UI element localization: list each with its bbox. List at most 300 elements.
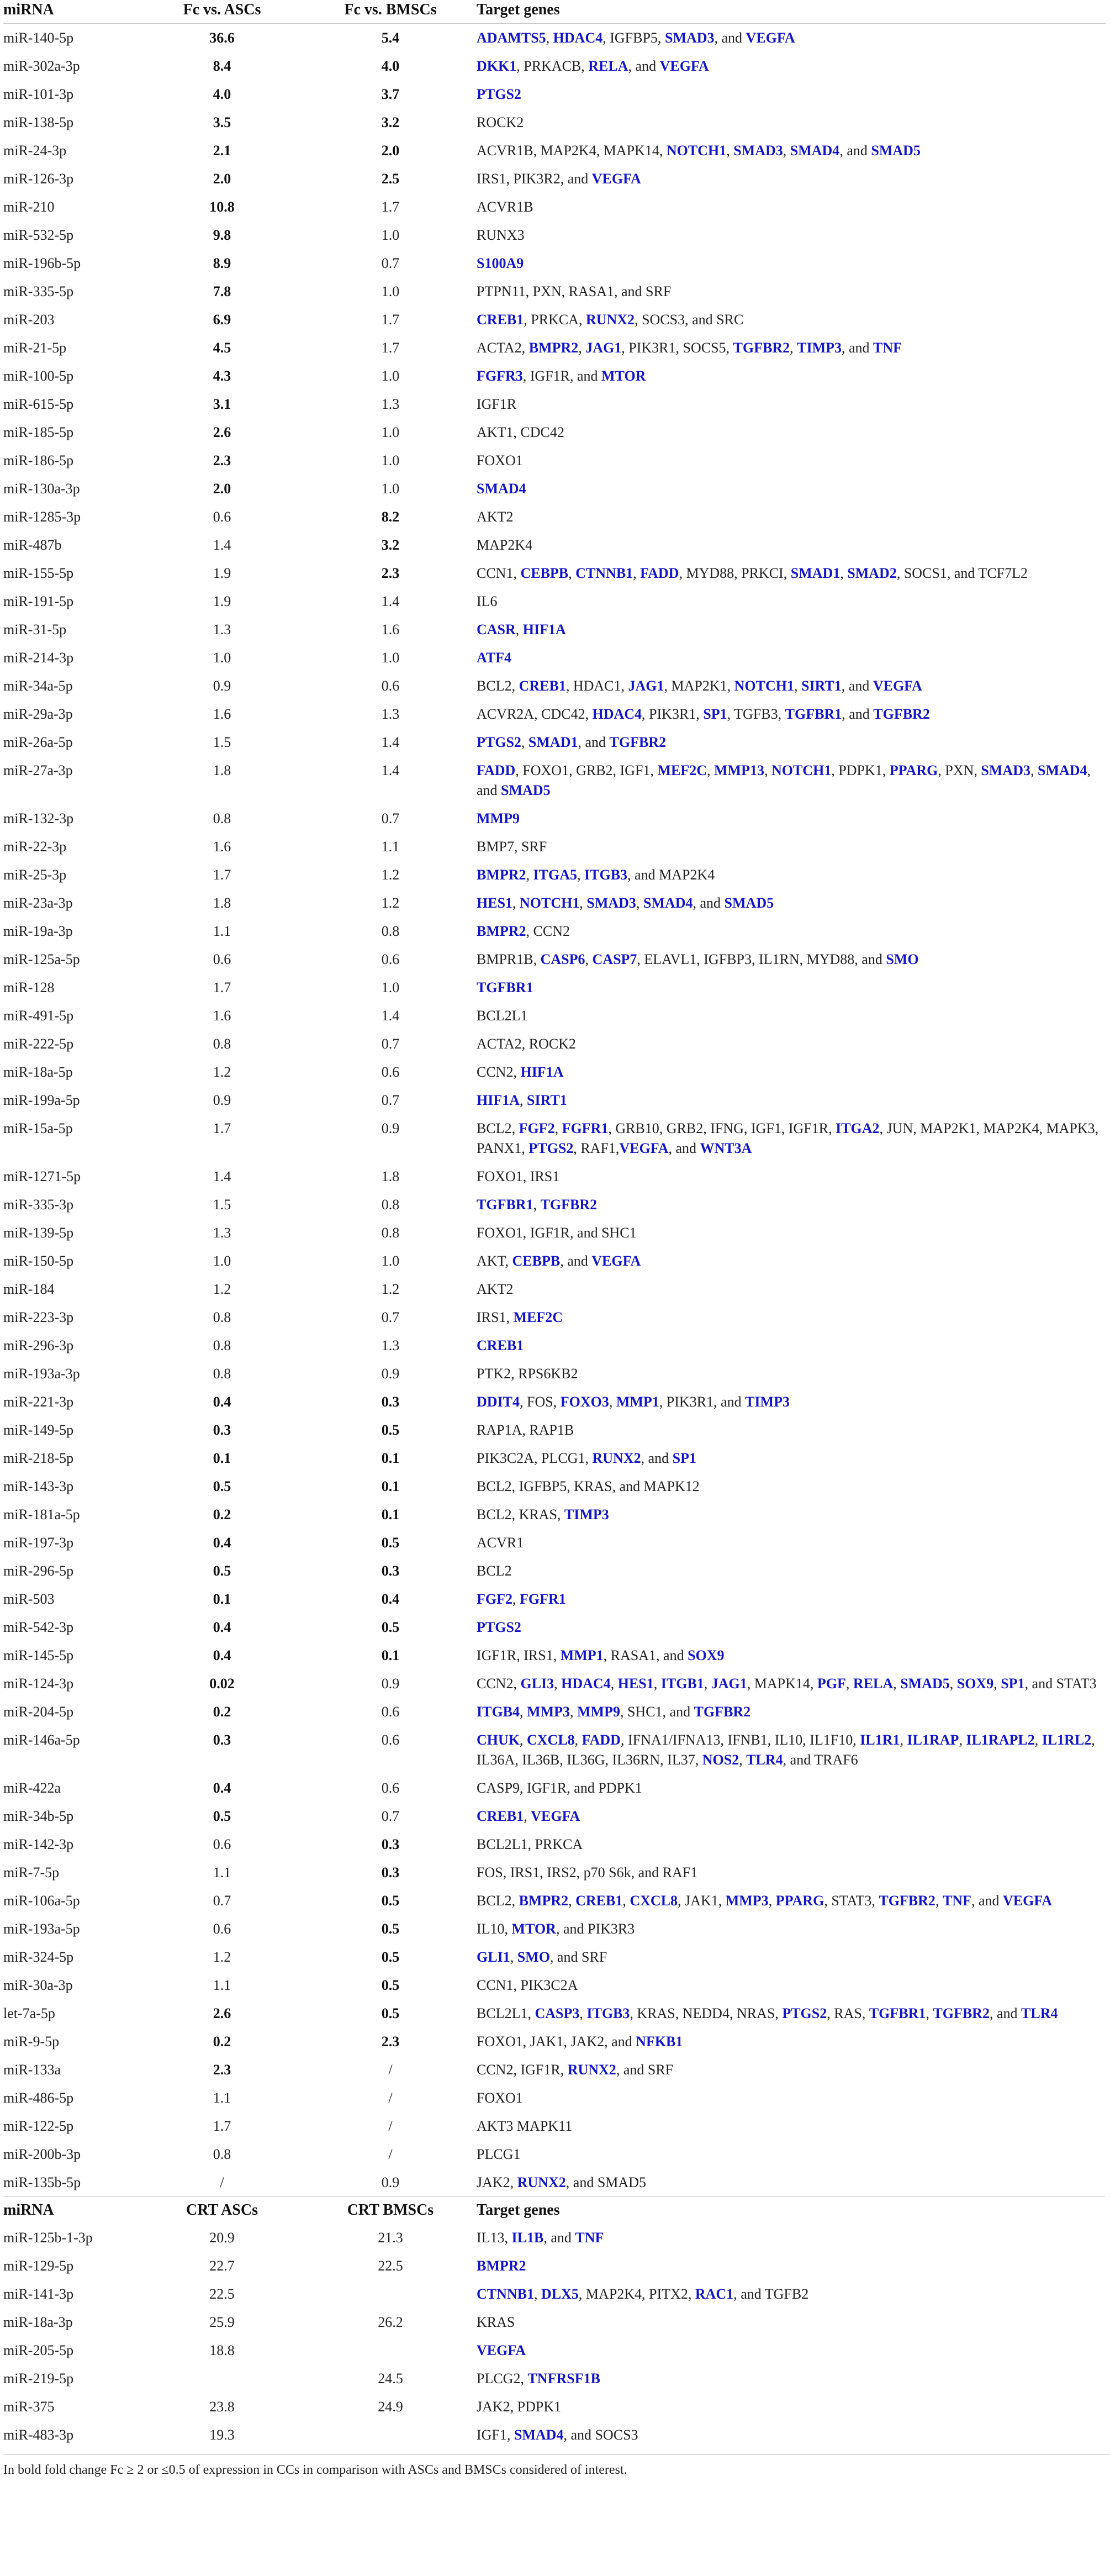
highlighted-gene: ITGA5 (533, 867, 578, 883)
fc-bmscs-cell: 1.0 (381, 1253, 400, 1269)
target-genes-cell (477, 833, 1106, 861)
table-row (3, 1613, 1106, 1641)
gene-text: , (636, 895, 643, 911)
table-row (3, 945, 1106, 973)
target-genes-cell (477, 2084, 1106, 2112)
fc-ascs-cell: 0.4 (213, 1619, 231, 1635)
mirna-cell: miR-124-3p (3, 1676, 74, 1692)
gene-text: , (554, 1676, 562, 1692)
gene-text: , (585, 951, 593, 967)
highlighted-gene: HES1 (617, 1676, 654, 1692)
fc-bmscs-cell: 1.0 (381, 424, 400, 440)
mirna-cell: miR-223-3p (3, 1309, 74, 1325)
table-row (3, 1887, 1106, 1915)
highlighted-gene: JAG1 (628, 678, 664, 694)
fc-ascs-cell: 1.1 (213, 1864, 231, 1880)
target-genes-cell (477, 2027, 1106, 2056)
table-row (3, 1303, 1106, 1331)
fc-bmscs-cell: 1.0 (381, 368, 400, 384)
gene-text: , (609, 1394, 616, 1410)
highlighted-gene: JAG1 (711, 1676, 747, 1692)
mirna-cell: miR-138-5p (3, 114, 74, 130)
highlighted-gene: HIF1A (477, 1092, 520, 1108)
table-row (3, 1030, 1106, 1058)
gene-text: , (546, 30, 553, 46)
table-row (3, 2421, 1106, 2449)
fc-bmscs-cell: 0.8 (381, 923, 400, 939)
target-genes-cell (477, 1500, 1106, 1529)
highlighted-gene: SMAD1 (790, 565, 841, 581)
target-genes-cell (477, 1943, 1106, 1971)
gene-text: BCL2, KRAS, (477, 1506, 564, 1523)
gene-text: , (959, 1732, 966, 1748)
table-body-fc (3, 24, 1106, 2197)
fc-bmscs-cell: 0.1 (381, 1506, 400, 1523)
highlighted-gene: RUNX2 (585, 312, 635, 328)
mirna-cell: miR-532-5p (3, 227, 74, 243)
mirna-cell: miR-335-5p (3, 283, 74, 299)
fc-ascs-cell: 0.5 (213, 1563, 231, 1579)
highlighted-gene: GLI3 (520, 1676, 554, 1692)
highlighted-gene: GLI1 (477, 1949, 510, 1965)
gene-text: , and (839, 143, 871, 159)
highlighted-gene: SP1 (1001, 1676, 1025, 1692)
table-row (3, 1114, 1106, 1162)
target-genes-cell (477, 475, 1106, 503)
table-row (3, 1275, 1106, 1303)
highlighted-gene: NOTCH1 (734, 678, 794, 694)
fc-ascs-cell: 0.2 (213, 1704, 231, 1720)
table-row (3, 833, 1106, 861)
mirna-cell: miR-25-3p (3, 867, 67, 883)
gene-text: , IGF1R, and (522, 368, 602, 384)
fc-bmscs-cell: / (388, 2118, 393, 2134)
target-genes-cell (477, 917, 1106, 945)
gene-text: , RAS, (827, 2005, 869, 2021)
fc-bmscs-cell: 1.8 (381, 1168, 400, 1184)
fc-bmscs-cell: 0.6 (381, 1704, 400, 1720)
highlighted-gene: PTGS2 (477, 734, 521, 750)
fc-bmscs-cell: 1.7 (381, 199, 400, 215)
table-row (3, 2224, 1106, 2252)
fc-bmscs-cell: 0.7 (381, 1808, 400, 1824)
mirna-cell: miR-29a-3p (3, 706, 73, 722)
fc-bmscs-cell: 1.6 (381, 621, 400, 638)
gene-text: JAK2, PDPK1 (477, 2399, 562, 2415)
highlighted-gene: PGF (817, 1676, 846, 1692)
gene-text: BCL2, IGFBP5, KRAS, and MAPK12 (477, 1478, 700, 1494)
target-genes-cell (477, 24, 1106, 52)
highlighted-gene: CREB1 (575, 1893, 623, 1909)
table-subheader (3, 2197, 1106, 2224)
gene-text: , and SOCS3 (563, 2427, 638, 2443)
gene-text: CCN2, (477, 1064, 521, 1080)
fc-ascs-cell: 1.6 (213, 839, 231, 855)
table-row (3, 1726, 1106, 1774)
fc-ascs-cell: 1.4 (213, 537, 231, 553)
fc-bmscs-cell: 0.5 (381, 1893, 400, 1909)
gene-text: , (794, 678, 801, 694)
highlighted-gene: SMAD3 (733, 143, 783, 159)
mirna-cell: miR-143-3p (3, 1478, 74, 1494)
highlighted-gene: FGFR1 (562, 1120, 609, 1136)
fc-ascs-cell: 8.9 (213, 255, 231, 271)
gene-text: , (526, 867, 533, 883)
highlighted-gene: SMO (517, 1949, 550, 1965)
highlighted-gene: FGFR1 (520, 1591, 566, 1607)
mirna-cell: miR-324-5p (3, 1949, 74, 1965)
gene-text: BCL2, (477, 1893, 519, 1909)
mirna-cell: miR-18a-3p (3, 2314, 73, 2330)
header2-target-genes: Target genes (477, 2197, 1106, 2224)
fc-bmscs-cell: / (388, 2090, 393, 2106)
gene-text: , and TGFB2 (733, 2286, 809, 2302)
highlighted-gene: SMAD3 (981, 762, 1030, 778)
target-genes-cell (477, 418, 1106, 446)
mirna-cell: miR-126-3p (3, 171, 74, 187)
gene-text: , PIK3R1, SOCS5, (621, 340, 733, 356)
gene-text: , (768, 1893, 776, 1909)
fc-bmscs-cell: 0.5 (381, 1949, 400, 1965)
fc-bmscs-cell: 5.4 (381, 30, 400, 46)
fc-ascs-cell: 0.9 (213, 678, 231, 694)
gene-text: FOXO1 (477, 2090, 523, 2106)
table-row (3, 756, 1106, 804)
fc-ascs-cell: / (220, 2174, 224, 2190)
fc-ascs-cell: 0.8 (213, 810, 231, 826)
highlighted-gene: MTOR (511, 1921, 556, 1937)
gene-text: BCL2L1, PRKCA (477, 1836, 583, 1852)
gene-text: PTPN11, PXN, RASA1, and SRF (477, 283, 672, 299)
table-row (3, 1971, 1106, 1999)
highlighted-gene: TIMP3 (564, 1506, 609, 1523)
table-body-crt (3, 2224, 1106, 2449)
highlighted-gene: RELA (853, 1676, 894, 1692)
table-row (3, 804, 1106, 833)
table-row (3, 1802, 1106, 1830)
table-row (3, 1331, 1106, 1360)
highlighted-gene: VEGFA (531, 1808, 580, 1824)
gene-text: , (704, 1676, 711, 1692)
gene-text: , (726, 143, 734, 159)
highlighted-gene: TIMP3 (745, 1394, 790, 1410)
fc-bmscs-cell: 0.5 (381, 2005, 400, 2021)
highlighted-gene: MMP1 (616, 1394, 659, 1410)
target-genes-cell (477, 1247, 1106, 1275)
highlighted-gene: TNF (873, 340, 902, 356)
gene-text: , (579, 2005, 587, 2021)
highlighted-gene: FADD (582, 1732, 621, 1748)
header2-crt-ascs: CRT ASCs (140, 2197, 304, 2224)
table-row (3, 475, 1106, 503)
fc-ascs-cell: 0.6 (213, 509, 231, 525)
gene-text: , PIK3R1, (642, 706, 704, 722)
gene-text: , (520, 1732, 527, 1748)
gene-text: RAP1A, RAP1B (477, 1422, 574, 1438)
table-row (3, 362, 1106, 390)
gene-text: , and TRAF6 (783, 1752, 858, 1768)
table-row (3, 390, 1106, 418)
target-genes-cell (477, 756, 1106, 804)
fc-ascs-cell: 9.8 (213, 227, 231, 243)
highlighted-gene: SMAD1 (528, 734, 578, 750)
gene-text: , (524, 1808, 531, 1824)
gene-text: BMP7, SRF (477, 839, 547, 855)
gene-text: , GRB10, GRB2, IFNG, IGF1, IGF1R, (608, 1120, 836, 1136)
gene-text: AKT2 (477, 1281, 514, 1297)
gene-text: , and (693, 895, 725, 911)
gene-text: , FOS, (520, 1394, 561, 1410)
mirna-cell: miR-219-5p (3, 2370, 74, 2387)
highlighted-gene: CASR (477, 621, 516, 638)
fc-ascs-cell: 0.7 (213, 1893, 231, 1909)
gene-text: , (935, 1893, 943, 1909)
highlighted-gene: DDIT4 (477, 1394, 520, 1410)
fc-ascs-cell: 1.3 (213, 1225, 231, 1241)
gene-text: , (512, 895, 520, 911)
table-row (3, 1641, 1106, 1669)
fc-bmscs-cell: 0.1 (381, 1647, 400, 1663)
mirna-cell: miR-122-5p (3, 2118, 74, 2134)
mirna-cell: miR-486-5p (3, 2090, 74, 2106)
highlighted-gene: BMPR2 (519, 1893, 569, 1909)
fc-bmscs-cell: 0.3 (381, 1563, 400, 1579)
highlighted-gene: DKK1 (477, 58, 517, 74)
highlighted-gene: MMP1 (560, 1647, 604, 1663)
table-row (3, 1472, 1106, 1500)
fc-bmscs-cell: 0.5 (381, 1619, 400, 1635)
gene-text: , (515, 621, 523, 638)
gene-text: FOXO1 (477, 452, 523, 468)
gene-text: JAK2, (477, 2174, 517, 2190)
table-row (3, 1999, 1106, 2027)
fc-ascs-cell: 1.7 (213, 867, 231, 883)
gene-text: , IFNA1/IFNA13, IFNB1, IL10, IL1F10, (620, 1732, 860, 1748)
mirna-cell: miR-9-5p (3, 2034, 60, 2050)
gene-text: IGF1, (477, 2427, 514, 2443)
fc-ascs-cell: 1.2 (213, 1281, 231, 1297)
highlighted-gene: SMAD4 (477, 481, 526, 497)
highlighted-gene: CHUK (477, 1732, 520, 1748)
target-genes-cell (477, 2168, 1106, 2197)
highlighted-gene: SMAD5 (900, 1676, 950, 1692)
highlighted-gene: SMAD3 (664, 30, 715, 46)
mirna-cell: miR-181a-5p (3, 1506, 80, 1523)
table-row (3, 1360, 1106, 1388)
gene-text: FOXO1, JAK1, JAK2, and (477, 2034, 636, 2050)
highlighted-gene: SMAD2 (847, 565, 897, 581)
table-row (3, 1830, 1106, 1858)
fc-ascs-cell: 0.2 (213, 2034, 231, 2050)
gene-text: BCL2, (477, 1120, 519, 1136)
gene-text: , FOXO1, GRB2, IGF1, (515, 762, 658, 778)
gene-text: CASP9, IGF1R, and PDPK1 (477, 1780, 642, 1796)
highlighted-gene: HDAC4 (561, 1676, 611, 1692)
gene-text: ACVR1B, MAP2K4, MAPK14, (477, 143, 667, 159)
mirna-cell: miR-135b-5p (3, 2174, 81, 2190)
mirna-cell: miR-422a (3, 1780, 61, 1796)
mirna-cell: miR-145-5p (3, 1647, 74, 1663)
crt-ascs-cell: 19.3 (209, 2427, 235, 2443)
fc-ascs-cell: 2.0 (213, 171, 231, 187)
highlighted-gene: RAC1 (695, 2286, 734, 2302)
highlighted-gene: ATF4 (477, 650, 512, 666)
highlighted-gene: HIF1A (522, 621, 566, 638)
fc-bmscs-cell: 0.9 (381, 2174, 400, 2190)
gene-text: IGF1R, IRS1, (477, 1647, 561, 1663)
highlighted-gene: SIRT1 (527, 1092, 567, 1108)
fc-bmscs-cell: 1.3 (381, 1337, 400, 1353)
mirna-cell: miR-23a-3p (3, 895, 73, 911)
mirna-cell: miR-1285-3p (3, 509, 81, 525)
highlighted-gene: TGFBR1 (785, 706, 842, 722)
table-row (3, 587, 1106, 615)
fc-bmscs-cell: 0.3 (381, 1836, 400, 1852)
gene-text: , (521, 734, 528, 750)
highlighted-gene: CREB1 (477, 1337, 524, 1353)
fc-bmscs-cell: 1.4 (381, 762, 400, 778)
target-genes-cell (477, 1915, 1106, 1943)
gene-text: ACVR1 (477, 1535, 524, 1551)
mirna-cell: miR-34b-5p (3, 1808, 74, 1824)
highlighted-gene: VEGFA (746, 30, 795, 46)
table-header-row (3, 0, 1106, 24)
mirna-cell: miR-146a-5p (3, 1732, 80, 1748)
fc-bmscs-cell: 0.6 (381, 1780, 400, 1796)
highlighted-gene: VEGFA (477, 2342, 526, 2358)
highlighted-gene: TIMP3 (797, 340, 842, 356)
table-row (3, 2364, 1106, 2393)
fc-ascs-cell: 1.3 (213, 621, 231, 638)
gene-text: , (1034, 1732, 1042, 1748)
gene-text: , (893, 1676, 901, 1692)
highlighted-gene: PPARG (775, 1893, 824, 1909)
highlighted-gene: NOS2 (702, 1752, 739, 1768)
gene-text: , IGFBP5, (602, 30, 665, 46)
table-row (3, 277, 1106, 305)
gene-text: , SOCS3, and SRC (635, 312, 744, 328)
gene-text: , RASA1, and (603, 1647, 688, 1663)
highlighted-gene: IL1RL2 (1042, 1732, 1092, 1748)
fc-bmscs-cell: 0.9 (381, 1120, 400, 1136)
fc-ascs-cell: 1.4 (213, 1168, 231, 1184)
fc-ascs-cell: 4.5 (213, 340, 231, 356)
crt-bmscs-cell: 26.2 (378, 2314, 403, 2330)
table-row (3, 503, 1106, 531)
mirna-cell: miR-125a-5p (3, 951, 80, 967)
highlighted-gene: TGFBR2 (609, 734, 667, 750)
gene-text: , and PIK3R3 (556, 1921, 635, 1937)
fc-bmscs-cell: 1.0 (381, 283, 400, 299)
highlighted-gene: CREB1 (519, 678, 566, 694)
mirna-cell: miR-615-5p (3, 396, 74, 412)
highlighted-gene: RELA (588, 58, 628, 74)
mirna-cell: miR-184 (3, 1281, 55, 1297)
target-genes-cell (477, 1774, 1106, 1802)
highlighted-gene: S100A9 (477, 255, 524, 271)
highlighted-gene: BMPR2 (477, 2258, 526, 2274)
mirna-cell: miR-375 (3, 2399, 55, 2415)
table-row (3, 1774, 1106, 1802)
target-genes-cell (477, 2280, 1106, 2308)
crt-bmscs-cell: 22.5 (378, 2258, 403, 2274)
target-genes-cell (477, 1002, 1106, 1030)
fc-ascs-cell: 7.8 (213, 283, 231, 299)
target-genes-cell (477, 1999, 1106, 2027)
gene-text: , (622, 1893, 630, 1909)
gene-text: ACVR2A, CDC42, (477, 706, 593, 722)
fc-ascs-cell: 0.4 (213, 1780, 231, 1796)
table-row (3, 1190, 1106, 1219)
gene-text: , (633, 565, 641, 581)
table-row (3, 2084, 1106, 2112)
table-row (3, 2027, 1106, 2056)
fc-ascs-cell: 1.1 (213, 1977, 231, 1993)
fc-bmscs-cell: 2.3 (381, 2034, 400, 2050)
gene-text: FOXO1, IRS1 (477, 1168, 560, 1184)
fc-ascs-cell: 1.2 (213, 1064, 231, 1080)
gene-text: CCN1, PIK3C2A (477, 1977, 578, 1993)
gene-text: , (764, 762, 771, 778)
gene-text: CCN2, IGF1R, (477, 2062, 568, 2078)
gene-text: , (533, 1197, 541, 1213)
mirna-cell: miR-191-5p (3, 593, 74, 609)
highlighted-gene: ADAMTS5 (477, 30, 546, 46)
mirna-cell: miR-218-5p (3, 1450, 74, 1466)
target-genes-cell (477, 644, 1106, 672)
mirna-cell: miR-128 (3, 979, 55, 995)
gene-text: ACVR1B (477, 199, 533, 215)
fc-ascs-cell: 10.8 (209, 199, 235, 215)
mirna-cell: miR-296-5p (3, 1563, 74, 1579)
fc-bmscs-cell: 1.0 (381, 227, 400, 243)
highlighted-gene: CTNNB1 (575, 565, 633, 581)
target-genes-cell (477, 1830, 1106, 1858)
highlighted-gene: HDAC4 (553, 30, 603, 46)
gene-text: , (706, 762, 714, 778)
gene-text: IL13, (477, 2230, 512, 2246)
gene-text: , (520, 1704, 527, 1720)
fc-ascs-cell: 0.5 (213, 1478, 231, 1494)
fc-ascs-cell: 1.8 (213, 895, 231, 911)
target-genes-cell (477, 390, 1106, 418)
table-row (3, 193, 1106, 221)
highlighted-gene: MMP13 (713, 762, 764, 778)
gene-text: , PDPK1, (831, 762, 890, 778)
highlighted-gene: SP1 (672, 1450, 696, 1466)
highlighted-gene: HES1 (477, 895, 513, 911)
fc-ascs-cell: 3.1 (213, 396, 231, 412)
target-genes-cell (477, 615, 1106, 644)
gene-text: , (1030, 762, 1038, 778)
table-header-row-crt (3, 2197, 1106, 2224)
gene-text: , MAPK14, (747, 1676, 817, 1692)
header-target-genes: Target genes (477, 1, 560, 18)
target-genes-cell (477, 804, 1106, 833)
fc-bmscs-cell: 0.6 (381, 951, 400, 967)
fc-ascs-cell: 0.3 (213, 1422, 231, 1438)
table-footnote: In bold fold change Fc ≥ 2 or ≤0.5 of expression in CCs in comparison with ASCs and BMSCs considered of interest. (3, 2454, 1110, 2478)
fc-ascs-cell: 0.9 (213, 1092, 231, 1108)
highlighted-gene: FOXO3 (560, 1394, 609, 1410)
highlighted-gene: SMAD4 (643, 895, 693, 911)
highlighted-gene: CREB1 (477, 312, 524, 328)
mirna-cell: miR-149-5p (3, 1422, 74, 1438)
table-row (3, 1557, 1106, 1585)
fc-bmscs-cell: 0.9 (381, 1676, 400, 1692)
highlighted-gene: ITGA2 (836, 1120, 880, 1136)
fc-ascs-cell: 0.02 (209, 1676, 235, 1692)
